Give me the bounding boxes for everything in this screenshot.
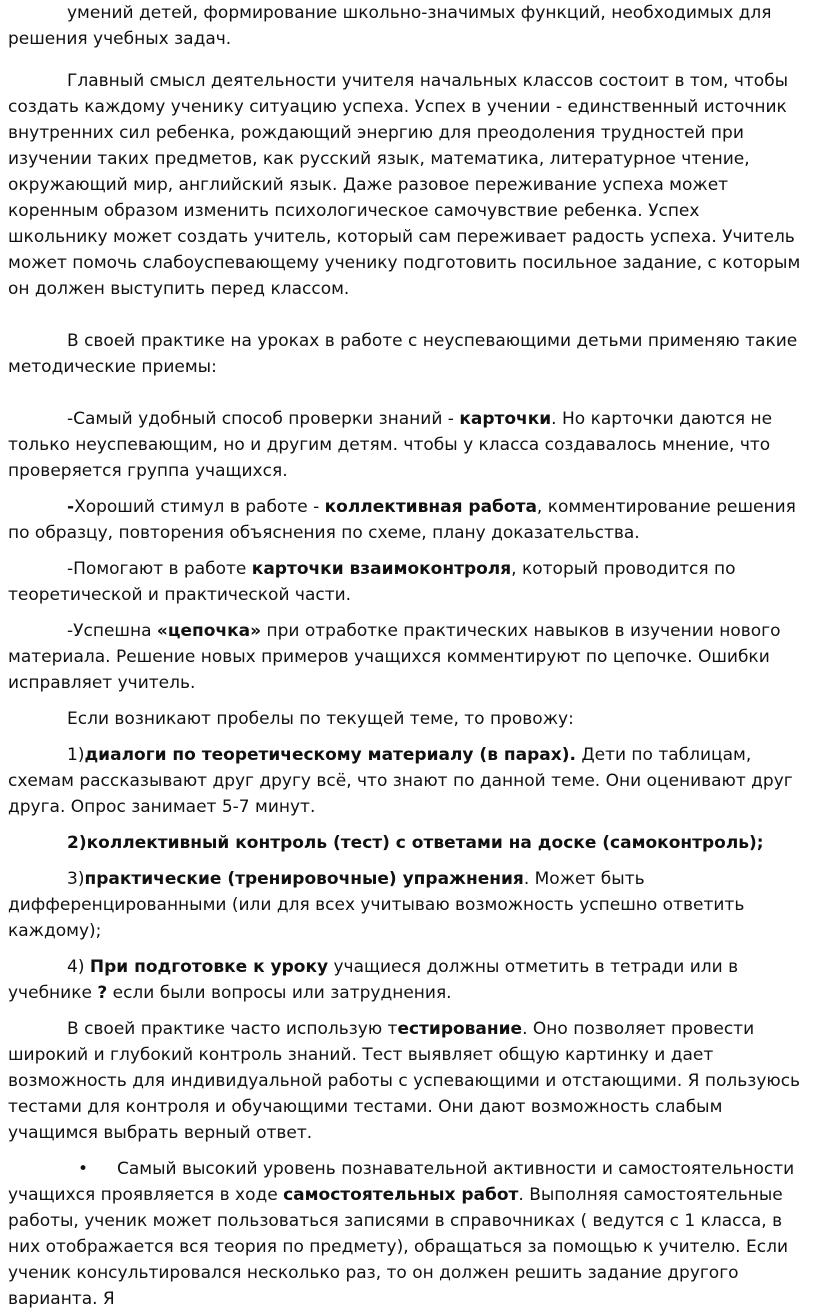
text-run: если были вопросы или затруднения. (107, 983, 452, 1003)
bold-item-collective-control: 2)коллективный контроль (тест) с ответами на доске (самоконтроль); (67, 833, 764, 853)
paragraph-item-3 (8, 866, 804, 944)
text-run: . Может быть дифференцированными (или для всех учитываю возможность успешно ответить каждому); (8, 869, 745, 941)
paragraph-main-idea: Главный смысл деятельности учителя начальных классов состоит в том, чтобы создать каждому ученику ситуацию успеха. Успех в учении - единственный источник внутренних сил ребенка, рождающий энергию для преодоления трудностей при изучении таких предметов, как русский язык, математика, литературное чтение, окружающий мир, английский язык. Даже разовое переживание успеха может коренным образом изменить психологическое самочувствие ребенка. Успех школьнику может создать учитель, который сам переживает радость успеха. Учитель может помочь слабоуспевающему ученику подготовить посильное задание, с которым он должен выступить перед классом. (8, 71, 801, 299)
text-run: , который проводится по теоретической и практической части. (8, 559, 736, 605)
bold-term-mutual-control: карточки взаимоконтроля (251, 559, 512, 579)
bold-term-collective-work: коллективная работа (324, 497, 537, 517)
bold-term-chain: «цепочка» (156, 621, 262, 641)
paragraph-cards (8, 406, 804, 484)
paragraph-chain (8, 618, 804, 696)
paragraph-item-4 (8, 954, 804, 1006)
bullet-item-independent-work (8, 1156, 804, 1312)
paragraph-testing (8, 1016, 804, 1146)
paragraph-collective-work (8, 494, 804, 546)
bold-question-mark: ? (97, 983, 108, 1003)
text-run: . Но карточки даются не только неуспевающим, но и другим детям. чтобы у класса создавалось мнение, что проверяется группа учащихся. (8, 409, 773, 481)
bullet-icon: • (78, 1159, 89, 1179)
text-run: . Оно позволяет провести широкий и глубокий контроль знаний. Тест выявляет общую картинку и дает возможность для индивидуальной работы с успевающими и отстающими. Я пользуюсь тестами для контроля и обучающими тестами. Они дают возможность слабым учащимся выбрать верный ответ. (8, 1019, 801, 1143)
text-run: учащиеся должны отметить в тетради или в учебнике (8, 957, 739, 1003)
list-number: 3) (67, 869, 85, 889)
text-run: Самый высокий уровень познавательной активности и самостоятельности учащихся проявляется в ходе (8, 1159, 795, 1205)
list-number: 4) (67, 957, 90, 977)
text-run: Хороший стимул в работе - (74, 497, 325, 517)
text-run: -Помогают в работе (67, 559, 252, 579)
text-run: , комментирование решения по образцу, повторения объяснения по схеме, плану доказательства. (8, 497, 796, 543)
text-run: Дети по таблицам, схемам рассказывают друг другу всё, что знают по данной теме. Они оценивают друг друга. Опрос занимает 5-7 минут. (8, 745, 793, 817)
paragraph-continuation-line2: решения учебных задач. (8, 29, 232, 49)
paragraph-practice-intro: В своей практике на уроках в работе с неуспевающими детьми применяю такие методические приемы: (8, 331, 798, 377)
bold-term-cards: карточки (459, 409, 552, 429)
paragraph-continuation (8, 0, 804, 52)
paragraph-gaps: Если возникают пробелы по текущей теме, то провожу: (67, 709, 574, 729)
bold-term-lesson-prep: При подготовке к уроку (89, 957, 329, 977)
text-run: . Выполняя самостоятельные работы, ученик может пользоваться записями в справочниках ( ведутся с 1 класса, в них отображается вся теория по предмету), обращаться за помощью к учителю. Если ученик консультировался несколько раз, то он должен решить задание другого варианта. Я (8, 1185, 788, 1309)
paragraph-item-1 (8, 742, 804, 820)
bold-dash: - (67, 497, 75, 517)
paragraph-item-2 (8, 830, 804, 856)
bold-term-independent-work: самостоятельных работ (283, 1185, 519, 1205)
paragraph-mutual-control (8, 556, 804, 608)
text-run: В своей практике часто использую т (67, 1019, 398, 1039)
text-run: -Успешна (67, 621, 157, 641)
bold-term-testing: естирование (397, 1019, 523, 1039)
bold-term-dialogues: диалоги по теоретическому материалу (в парах). (84, 745, 576, 765)
bold-term-exercises: практические (тренировочные) упражнения (84, 869, 524, 889)
text-run: при отработке практических навыков в изучении нового материала. Решение новых примеров учащихся комментируют по цепочке. Ошибки исправляет учитель. (8, 621, 781, 693)
text-run: -Самый удобный способ проверки знаний - (67, 409, 460, 429)
paragraph-continuation-line1: умений детей, формирование школьно-значимых функций, необходимых для (67, 3, 772, 23)
list-number: 1) (67, 745, 85, 765)
